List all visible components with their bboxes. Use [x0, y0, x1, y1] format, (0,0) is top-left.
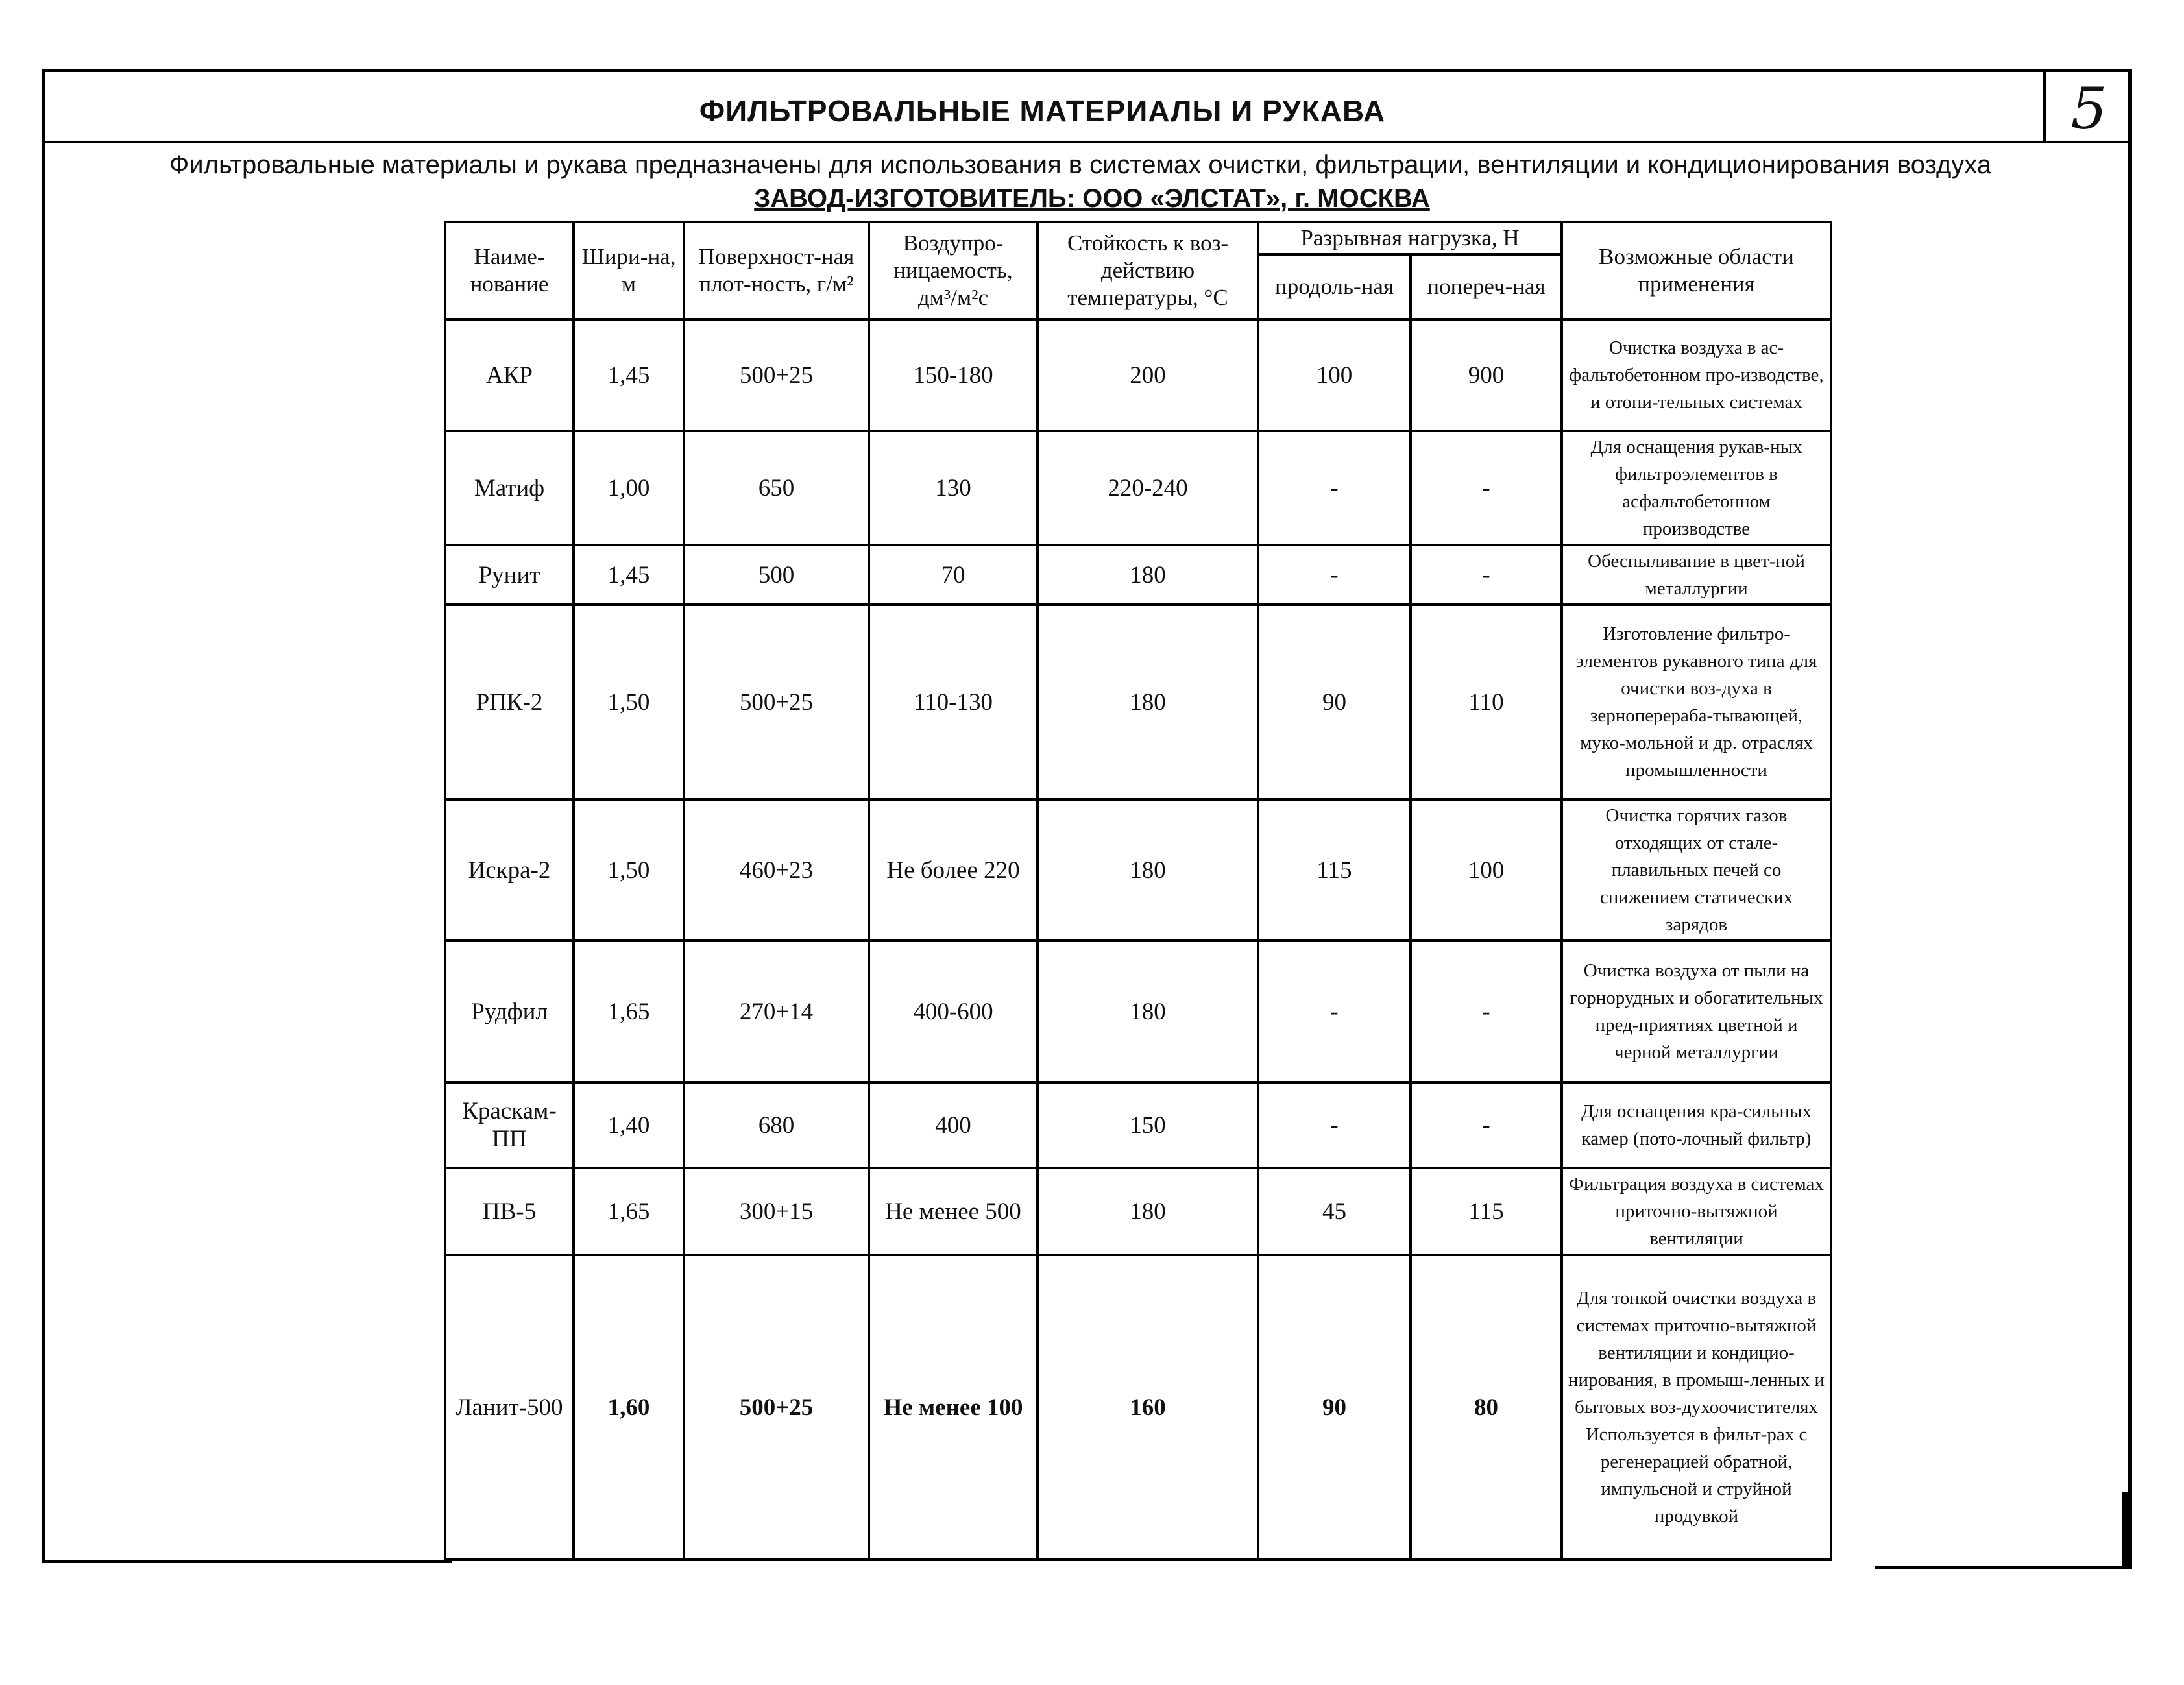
cell-permeability: 400-600 — [869, 941, 1037, 1082]
header-permeability: Воздупро-ницаемость, дм³/м²с — [869, 222, 1037, 319]
cell-temperature: 180 — [1037, 799, 1258, 941]
cell-permeability: Не менее 500 — [869, 1168, 1037, 1255]
frame-right-border — [2128, 69, 2132, 1569]
header-longitudinal: продоль-ная — [1258, 254, 1411, 319]
frame-right-edge-mark — [2122, 1492, 2132, 1569]
cell-application: Для тонкой очистки воздуха в системах приточно-вытяжной вентиляции и кондицио-нирования, в промыш-ленных и бытовых воз-духоочистителях Используется в фильт-рах с регенерацией обратной, импульсной и струйной продувкой — [1562, 1255, 1831, 1560]
cell-width: 1,65 — [574, 1168, 684, 1255]
cell-density: 270+14 — [684, 941, 869, 1082]
cell-application: Фильтрация воздуха в системах приточно-вытяжной вентиляции — [1562, 1168, 1831, 1255]
cell-permeability: Не более 220 — [869, 799, 1037, 941]
header-application: Возможные области применения — [1562, 222, 1831, 319]
frame-left-border — [42, 69, 45, 1563]
cell-width: 1,50 — [574, 605, 684, 799]
cell-longitudinal: - — [1258, 545, 1411, 605]
cell-density: 500 — [684, 545, 869, 605]
cell-transverse: 110 — [1411, 605, 1562, 799]
cell-name: РПК-2 — [445, 605, 574, 799]
cell-longitudinal: 115 — [1258, 799, 1411, 941]
cell-application: Для оснащения рукав-ных фильтроэлементов в асфальтобетонном производстве — [1562, 431, 1831, 545]
header-tensile-load: Разрывная нагрузка, Н — [1258, 222, 1562, 254]
cell-temperature: 160 — [1037, 1255, 1258, 1560]
cell-width: 1,65 — [574, 941, 684, 1082]
cell-width: 1,50 — [574, 799, 684, 941]
cell-longitudinal: 90 — [1258, 1255, 1411, 1560]
cell-application: Изготовление фильтро-элементов рукавного типа для очистки воз-духа в зерноперераба-тывающей, муко-мольной и др. отраслях промышленности — [1562, 605, 1831, 799]
table-row — [445, 319, 1831, 431]
cell-density: 300+15 — [684, 1168, 869, 1255]
cell-width: 1,45 — [574, 545, 684, 605]
table-row — [445, 1082, 1831, 1168]
header-width: Шири-на, м — [574, 222, 684, 319]
cell-width: 1,00 — [574, 431, 684, 545]
cell-application: Для оснащения кра-сильных камер (пото-лочный фильтр) — [1562, 1082, 1831, 1168]
cell-name: ПВ-5 — [445, 1168, 574, 1255]
cell-width: 1,40 — [574, 1082, 684, 1168]
cell-application: Обеспыливание в цвет-ной металлургии — [1562, 545, 1831, 605]
table-row — [445, 545, 1831, 605]
cell-longitudinal: 45 — [1258, 1168, 1411, 1255]
cell-transverse: - — [1411, 1082, 1562, 1168]
cell-density: 650 — [684, 431, 869, 545]
page-number: 5 — [2070, 75, 2107, 142]
cell-permeability: 130 — [869, 431, 1037, 545]
cell-permeability: Не менее 100 — [869, 1255, 1037, 1560]
cell-temperature: 180 — [1037, 941, 1258, 1082]
cell-application: Очистка горячих газов отходящих от стале-плавильных печей со снижением статических зарядов — [1562, 799, 1831, 941]
header-density: Поверхност-ная плот-ность, г/м² — [684, 222, 869, 319]
cell-temperature: 150 — [1037, 1082, 1258, 1168]
cell-transverse: - — [1411, 545, 1562, 605]
cell-temperature: 180 — [1037, 545, 1258, 605]
cell-name: Искра-2 — [445, 799, 574, 941]
page-title: ФИЛЬТРОВАЛЬНЫЕ МАТЕРИАЛЫ И РУКАВА — [699, 94, 1386, 128]
header-transverse: попереч-ная — [1411, 254, 1562, 319]
cell-application: Очистка воздуха от пыли на горнорудных и обогатительных пред-приятиях цветной и черной металлургии — [1562, 941, 1831, 1082]
cell-density: 460+23 — [684, 799, 869, 941]
manufacturer-heading: ЗАВОД-ИЗГОТОВИТЕЛЬ: ООО «ЭЛСТАТ», г. МОСКВА — [754, 184, 1430, 213]
cell-longitudinal: 100 — [1258, 319, 1411, 431]
cell-name: Рунит — [445, 545, 574, 605]
cell-transverse: 100 — [1411, 799, 1562, 941]
table-row — [445, 1255, 1831, 1560]
cell-temperature: 180 — [1037, 605, 1258, 799]
cell-transverse: 900 — [1411, 319, 1562, 431]
cell-longitudinal: - — [1258, 941, 1411, 1082]
table-row — [445, 799, 1831, 941]
cell-transverse: 80 — [1411, 1255, 1562, 1560]
materials-table — [444, 221, 1832, 1561]
cell-name: АКР — [445, 319, 574, 431]
cell-width: 1,45 — [574, 319, 684, 431]
header-temperature: Стойкость к воз-действию температуры, °С — [1037, 222, 1258, 319]
cell-density: 680 — [684, 1082, 869, 1168]
cell-permeability: 400 — [869, 1082, 1037, 1168]
cell-density: 500+25 — [684, 605, 869, 799]
cell-longitudinal: - — [1258, 431, 1411, 545]
table-row — [445, 431, 1831, 545]
cell-temperature: 180 — [1037, 1168, 1258, 1255]
cell-application: Очистка воздуха в ас-фальтобетонном про-изводстве, и отопи-тельных системах — [1562, 319, 1831, 431]
frame-bottom-right-border — [1875, 1566, 2132, 1569]
page-number-box — [2043, 69, 2132, 143]
cell-permeability: 110-130 — [869, 605, 1037, 799]
cell-longitudinal: 90 — [1258, 605, 1411, 799]
cell-temperature: 200 — [1037, 319, 1258, 431]
cell-transverse: - — [1411, 941, 1562, 1082]
cell-density: 500+25 — [684, 319, 869, 431]
cell-permeability: 70 — [869, 545, 1037, 605]
cell-width: 1,60 — [574, 1255, 684, 1560]
frame-bottom-left-border — [42, 1560, 452, 1563]
intro-text: Фильтровальные материалы и рукава предназначены для использования в системах очистки, фильтрации, вентиляции и кондиционирования воздуха — [169, 151, 1992, 179]
cell-name: Ланит-500 — [445, 1255, 574, 1560]
cell-transverse: 115 — [1411, 1168, 1562, 1255]
header-name: Наиме-нование — [445, 222, 574, 319]
cell-permeability: 150-180 — [869, 319, 1037, 431]
cell-name: Матиф — [445, 431, 574, 545]
cell-longitudinal: - — [1258, 1082, 1411, 1168]
table-row — [445, 1168, 1831, 1255]
table-row — [445, 941, 1831, 1082]
table-row — [445, 605, 1831, 799]
cell-density: 500+25 — [684, 1255, 869, 1560]
cell-temperature: 220-240 — [1037, 431, 1258, 545]
title-bar — [42, 69, 2043, 143]
cell-name: Рудфил — [445, 941, 574, 1082]
cell-name: Краскам-ПП — [445, 1082, 574, 1168]
cell-transverse: - — [1411, 431, 1562, 545]
